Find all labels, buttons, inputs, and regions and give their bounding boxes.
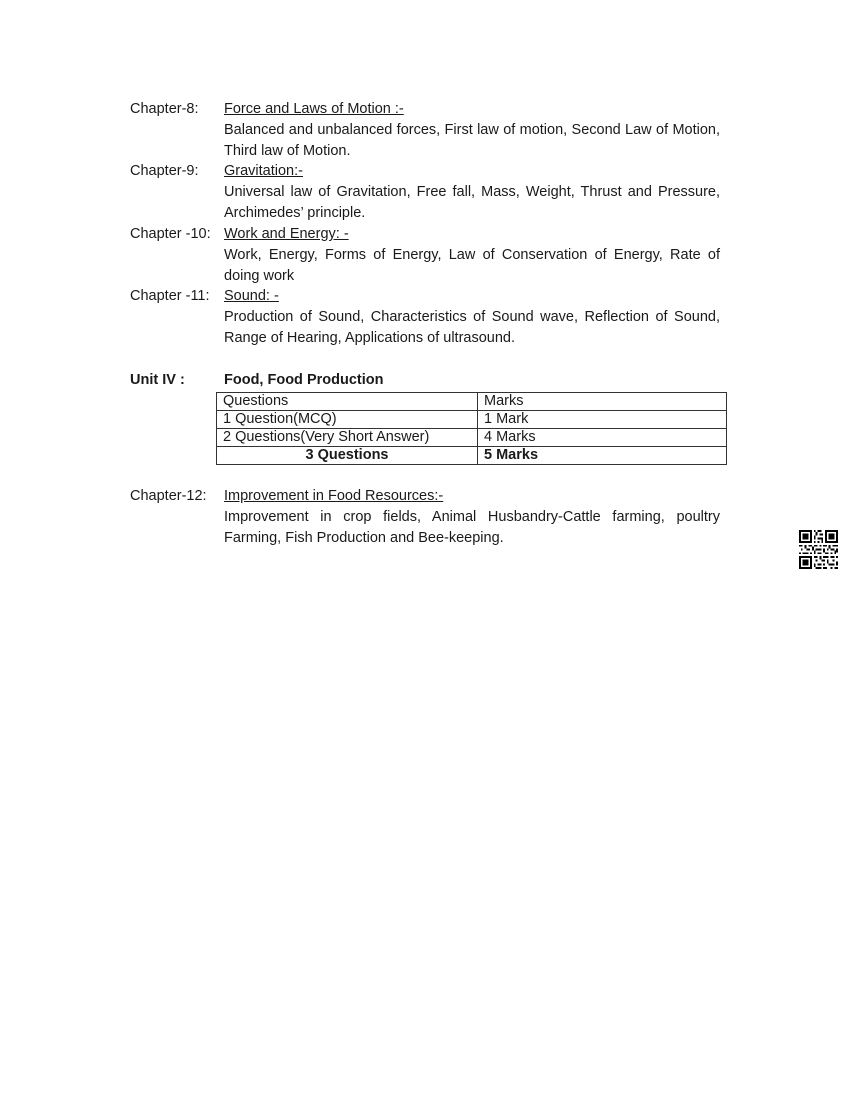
chapter-11-section bbox=[130, 286, 720, 349]
chapter-title: Work and Energy: - bbox=[224, 226, 349, 242]
chapter-description: Universal law of Gravitation, Free fall, Mass, Weight, Thrust and Pressure, Archimedes’ principle. bbox=[224, 184, 720, 221]
chapter-8-section bbox=[130, 99, 720, 162]
chapter-title: Force and Laws of Motion :- bbox=[224, 101, 404, 117]
chapter-label: Chapter-8: bbox=[130, 101, 199, 117]
unit-title: Food, Food Production bbox=[224, 372, 384, 388]
unit-heading bbox=[130, 370, 730, 391]
chapter-label: Chapter-9: bbox=[130, 163, 199, 179]
table-total-cell: 3 Questions bbox=[217, 447, 478, 465]
chapter-title: Improvement in Food Resources:- bbox=[224, 488, 444, 504]
table-header-cell: Marks bbox=[478, 393, 727, 411]
chapter-9-section bbox=[130, 161, 720, 224]
chapter-label: Chapter-12: bbox=[130, 488, 207, 504]
chapter-description: Balanced and unbalanced forces, First law of motion, Second Law of Motion, Third law of Motion. bbox=[224, 122, 720, 159]
table-cell: 4 Marks bbox=[478, 429, 727, 447]
unit-label: Unit IV : bbox=[130, 372, 185, 388]
table-header-row bbox=[217, 393, 727, 411]
table-row bbox=[217, 411, 727, 429]
chapter-12-section bbox=[130, 486, 720, 549]
chapter-label: Chapter -10: bbox=[130, 226, 211, 242]
marks-table bbox=[216, 392, 727, 465]
table-cell: 2 Questions(Very Short Answer) bbox=[217, 429, 478, 447]
table-total-cell: 5 Marks bbox=[478, 447, 727, 465]
table-row bbox=[217, 429, 727, 447]
table-cell: 1 Question(MCQ) bbox=[217, 411, 478, 429]
chapter-description: Improvement in crop fields, Animal Husbandry-Cattle farming, poultry Farming, Fish Production and Bee-keeping. bbox=[224, 509, 720, 546]
chapter-title: Sound: - bbox=[224, 288, 279, 304]
chapter-label: Chapter -11: bbox=[130, 288, 210, 304]
chapter-10-section bbox=[130, 224, 720, 287]
chapter-description: Production of Sound, Characteristics of Sound wave, Reflection of Sound, Range of Hearing, Applications of ultrasound. bbox=[224, 309, 720, 346]
table-cell: 1 Mark bbox=[478, 411, 727, 429]
table-header-cell: Questions bbox=[217, 393, 478, 411]
chapter-description: Work, Energy, Forms of Energy, Law of Conservation of Energy, Rate of doing work bbox=[224, 247, 720, 284]
qr-code-icon[interactable] bbox=[799, 530, 838, 569]
table-total-row bbox=[217, 447, 727, 465]
chapter-title: Gravitation:- bbox=[224, 163, 303, 179]
